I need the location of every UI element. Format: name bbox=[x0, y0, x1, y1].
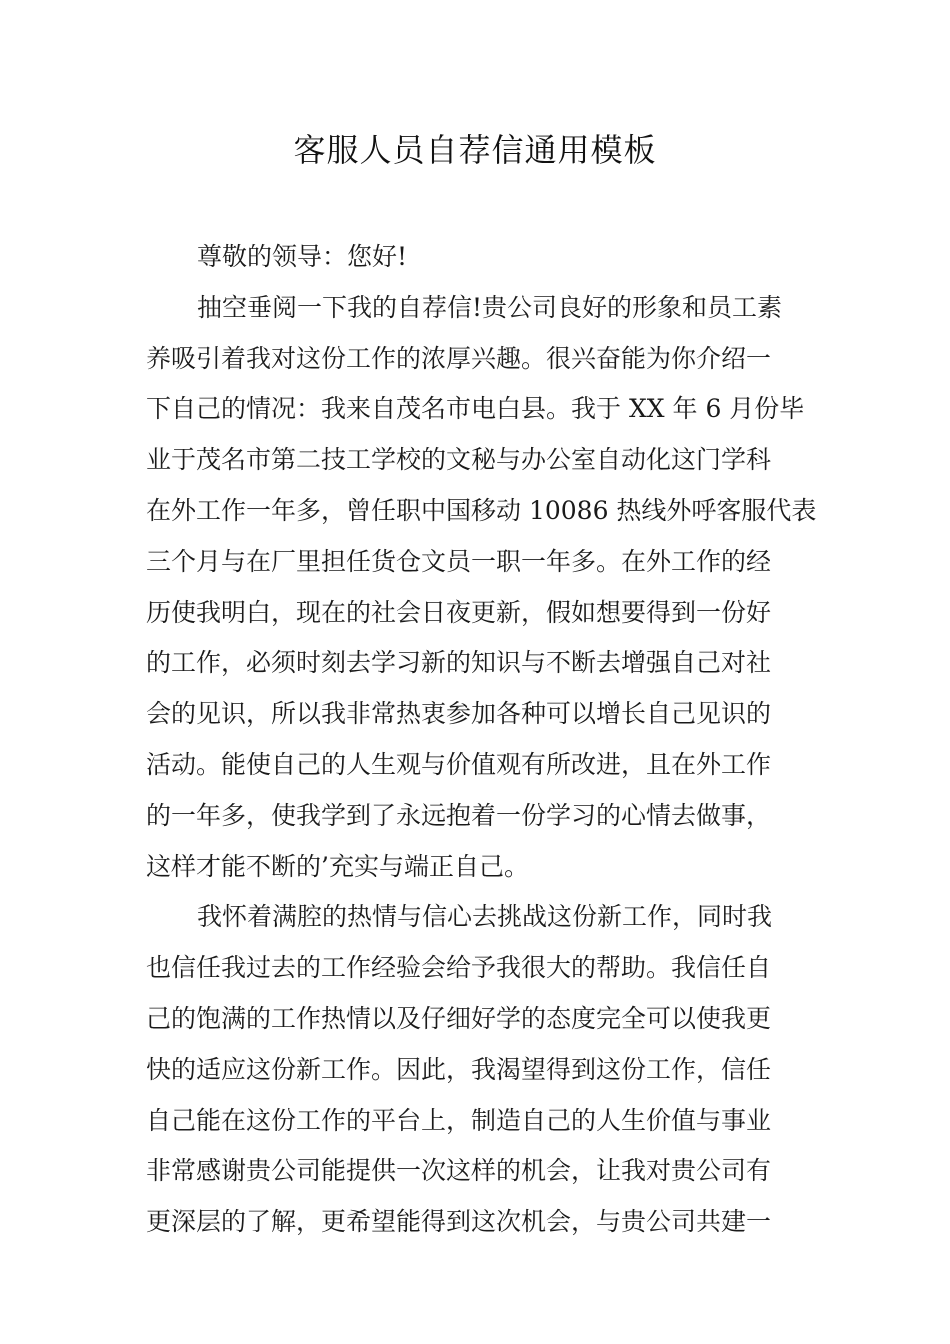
paragraph-line: 的一年多，使我学到了永远抱着一份学习的心情去做事， bbox=[146, 800, 772, 830]
paragraph-line: 快的适应这份新工作。因此，我渴望得到这份工作，信任 bbox=[146, 1054, 772, 1084]
paragraph-line: 自己能在这份工作的平台上，制造自己的人生价值与事业 bbox=[146, 1105, 772, 1135]
paragraph-line: 养吸引着我对这份工作的浓厚兴趣。很兴奋能为你介绍一 bbox=[146, 343, 772, 373]
paragraph-line: 三个月与在厂里担任货仓文员一职一年多。在外工作的经 bbox=[146, 546, 772, 576]
paragraph-line: 业于茂名市第二技工学校的文秘与办公室自动化这门学科 bbox=[146, 445, 772, 475]
document-title: 客服人员自荐信通用模板 bbox=[293, 131, 657, 169]
paragraph-line: 的工作，必须时刻去学习新的知识与不断去增强自己对社 bbox=[146, 648, 772, 678]
paragraph-2 bbox=[146, 892, 808, 1248]
paragraph-line: 更深层的了解，更希望能得到这次机会，与贵公司共建一 bbox=[146, 1207, 772, 1237]
paragraph-line: 下自己的情况：我来自茂名市电白县。我于 XX 年 6 月份毕 bbox=[146, 394, 805, 424]
paragraph-line: 抽空垂阅一下我的自荐信!贵公司良好的形象和员工素 bbox=[197, 292, 783, 322]
paragraph-1 bbox=[146, 283, 817, 893]
paragraph-line: 活动。能使自己的人生观与价值观有所改进，且在外工作 bbox=[146, 749, 772, 779]
letter-body bbox=[146, 232, 817, 1248]
paragraph-line: 在外工作一年多，曾任职中国移动 10086 热线外呼客服代表 bbox=[146, 495, 817, 525]
paragraph-line: 我怀着满腔的热情与信心去挑战这份新工作，同时我 bbox=[197, 902, 773, 932]
paragraph-line: 会的见识，所以我非常热衷参加各种可以增长自己见识的 bbox=[146, 699, 772, 729]
paragraph-line: 非常感谢贵公司能提供一次这样的机会，让我对贵公司有 bbox=[146, 1156, 772, 1186]
paragraph-line: 历使我明白，现在的社会日夜更新，假如想要得到一份好 bbox=[146, 597, 772, 627]
greeting-line: 尊敬的领导：您好! bbox=[197, 242, 408, 271]
paragraph-line: 也信任我过去的工作经验会给予我很大的帮助。我信任自 bbox=[146, 953, 772, 983]
paragraph-line: 己的饱满的工作热情以及仔细好学的态度完全可以使我更 bbox=[146, 1003, 772, 1033]
paragraph-line: 这样才能不断的’充实与端正自己。 bbox=[146, 851, 529, 881]
